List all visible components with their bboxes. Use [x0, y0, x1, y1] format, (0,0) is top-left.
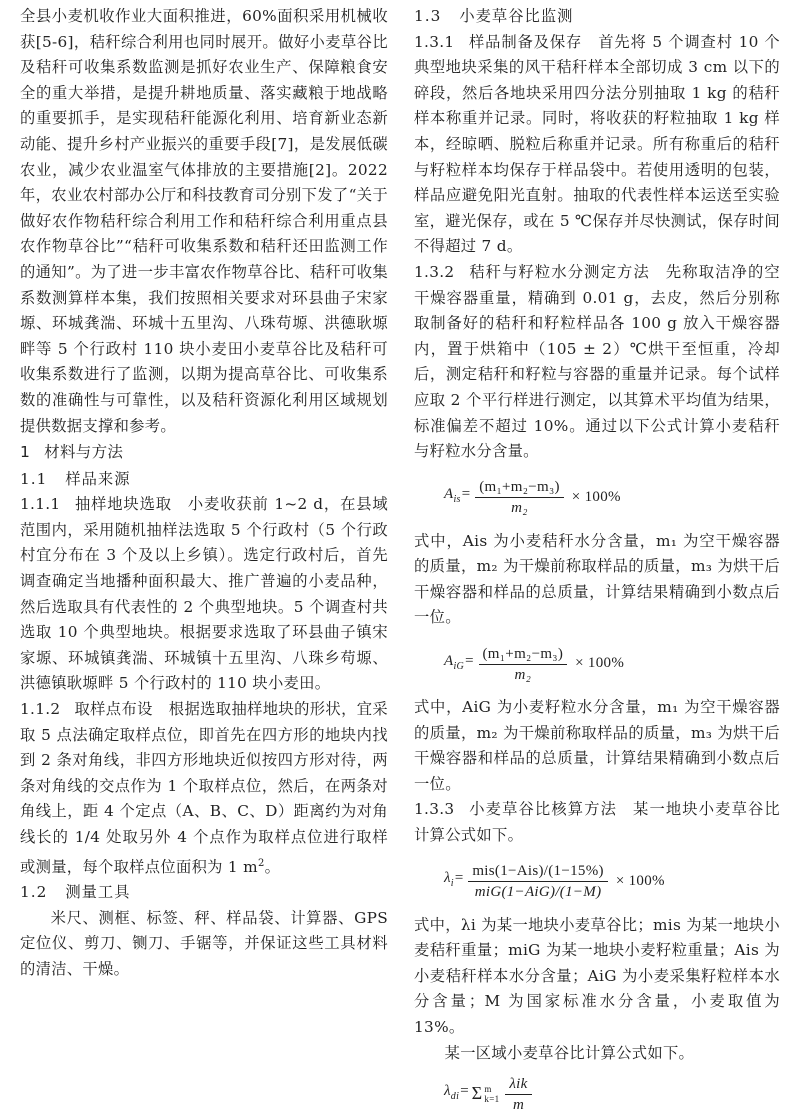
- formula-numerator: λik: [505, 1074, 531, 1095]
- formula-region-ratio: [444, 1070, 780, 1118]
- section-title: 材料与方法: [44, 443, 124, 462]
- subsection-1-3-2: [414, 260, 780, 465]
- formula-grain-moisture: [444, 635, 780, 693]
- formula-fraction: [468, 861, 607, 902]
- intro-paragraph: 全县小麦机收作业大面积推进，60%面积采用机械收获[5-6]，秸秆综合利用也同时展开。做好小麦草谷比及秸秆可收集系数监测是抓好农业生产、保障粮食安全的重大举措，是提升耕地质量、落实藏粮于地战略的重要抓手，是实现秸秆能源化利用、培育新业态新动能、提升乡村产业振兴的重要手段[7]，是发展低碳农业，减少农业温室气体排放的主要措施[2]。2022 年，农业农村部办公厅和科技教育司分别下发了“关于做好农作物秸秆综合利用工作和秸秆综合利用重点县农作物草谷比”“秸秆可收集系数和秸秆还田监测工作的通知”。为了进一步丰富农作物草谷比、秸秆可收集系数测算样本集，我们按照相关要求对环县曲子宋家塬、环城龚湍、环城十五里沟、八珠苟塬、洪德耿塬畔等 5 个行政村 110 块小麦田小麦草谷比及秸秆可收集系数进行了监测，以期为提高草谷比、可收集系数的准确性与可靠性，以及秸秆资源化利用区域规划提供数据支撑和参考。: [20, 7, 388, 435]
- subsection-number: 1.1.1: [20, 495, 61, 514]
- subsection-title: 样品制备及保存: [468, 32, 583, 51]
- section-number: 1.2: [20, 883, 48, 902]
- section-number: 1: [20, 443, 31, 462]
- superscript: 2: [257, 857, 265, 869]
- formula-straw-moisture: [444, 469, 780, 527]
- summation-lower: k=1: [484, 1094, 500, 1105]
- tools-paragraph: 米尺、测框、标签、秤、样品袋、计算器、GPS 定位仪、剪刀、铡刀、手锯等，并保证这些工具材料的清洁、干燥。: [20, 908, 388, 979]
- formula-multiplier: × 100%: [571, 488, 621, 505]
- formula-straw-grain-ratio: [444, 853, 780, 911]
- subsection-title: 抽样地块选取: [74, 495, 172, 514]
- subsection-1-3-3: [414, 797, 780, 848]
- formula-multiplier: × 100%: [615, 872, 665, 889]
- formula-lhs: $\lambda_i=$: [444, 870, 465, 890]
- region-formula-intro: 某一区域小麦草谷比计算公式如下。: [444, 1043, 695, 1062]
- formula-denominator: m: [512, 1096, 525, 1113]
- formula-numerator: (m₁+m₂−m₃): [475, 477, 564, 498]
- formula-lhs: $A_{is}=$: [444, 486, 472, 506]
- formula-multiplier: × 100%: [575, 655, 625, 672]
- subsection-number: 1.3.3: [414, 800, 455, 819]
- formula-fraction: [475, 477, 564, 518]
- formula-numerator: (m₁+m₂−m₃): [479, 644, 568, 665]
- section-heading-1-1: [20, 467, 388, 493]
- formula-denominator: miG(1−AiG)/(1−M): [474, 884, 602, 901]
- formula-fraction: [479, 644, 568, 685]
- subsection-1-1-1: [20, 492, 388, 697]
- summation-upper: m: [484, 1084, 492, 1095]
- subsection-1-3-1: [414, 30, 780, 260]
- section-title: 样品来源: [65, 469, 131, 488]
- formula-explanation-1: 式中，Ais 为小麦秸秆水分含量，m₁ 为空干燥容器的质量，m₂ 为干燥前称取样品的质量，m₃ 为烘干后干燥容器和样品的总质量，计算结果精确到小数点后一位。: [414, 531, 780, 627]
- sentence-end: 。: [264, 857, 281, 876]
- formula-lhs: $A_{iG}=$: [444, 652, 475, 672]
- section-number: 1.1: [20, 469, 48, 488]
- formula-fraction: [505, 1074, 531, 1115]
- section-title: 小麦草谷比监测: [459, 7, 574, 25]
- summation-sign: Σ: [471, 1083, 483, 1104]
- subsection-title: 取样点布设: [74, 700, 153, 719]
- section-heading-1-2: [20, 880, 388, 906]
- formula-denominator: m₂: [514, 666, 532, 683]
- subsection-text: 小麦收获前 1~2 d，在县域范围内，采用随机抽样法选取 5 个行政村（5 个行政村宜分布在 3 个及以上乡镇）。选定行政村后，首先调查确定当地播种面积最大、推广普遍的小麦品种，然后选取具有代表性的 2 个典型地块。5 个调查村共选取 10 个典型地块。根据要求选取了环县曲子镇宋家塬、环城镇龚湍、环城镇十五里沟、八珠乡苟塬、洪德镇耿塬畔 5 个行政村的 110 块小麦田。: [20, 495, 388, 693]
- subsection-1-1-2: [20, 697, 388, 880]
- subsection-text: 首先将 5 个调查村 10 个典型地块采集的风干秸秆样本全部切成 3 cm 以下的碎段，然后各地块采用四分法分别抽取 1 kg 的秸秆样本称重并记录。同时，将收获的籽粒抽取 1 kg 样本，经晾晒、脱粒后称重并记录。所有称重后的秸秆与籽粒样本均保存于样品袋中。若使用透明的包装，样品应避免阳光直射。抽取的代表性样本运送至实验室，避光保存，或在 5 ℃保存并尽快测试，保存时间不得超过 7 d。: [414, 32, 780, 256]
- subsection-text: 先称取洁净的空干燥容器重量，精确到 0.01 g，去皮，然后分别称取制备好的秸秆和籽粒样品各 100 g 放入干燥容器内，置于烘箱中（105 ± 2）℃烘干至恒重，冷却后，测定秸秆和籽粒与容器的重量并记录。每个试样应取 2 个平行样进行测定，以其算术平均值为结果，标准偏差不超过 10%。通过以下公式计算小麦秸秆与籽粒水分含量。: [414, 262, 780, 461]
- subsection-number: 1.3.2: [414, 262, 455, 281]
- subsection-number: 1.1.2: [20, 700, 61, 719]
- formula-numerator: mis(1−Ais)/(1−15%): [468, 861, 607, 882]
- formula-lhs: $\lambda_{di}=$: [444, 1082, 470, 1102]
- subsection-title: 秸秆与籽粒水分测定方法: [468, 262, 650, 281]
- subsection-title: 小麦草谷比核算方法: [468, 800, 618, 819]
- section-heading-1-3: [414, 4, 780, 30]
- left-column: [20, 4, 388, 983]
- subsection-text: 某一地块小麦草谷比计算公式如下。: [414, 800, 781, 845]
- formula-denominator: m₂: [511, 500, 528, 517]
- formula-explanation-3: 式中，λi 为某一地块小麦草谷比；mis 为某一地块小麦秸秆重量；miG 为某一地块小麦籽粒重量；Ais 为小麦秸秆样本水分含量；AiG 为小麦采集籽粒样本水分含量；M 为国家标准水分含量，小麦取值为 13%。: [414, 915, 780, 1036]
- subsection-text: 根据选取抽样地块的形状，宜采取 5 点法确定取样点位，即首先在四方形的地块内找到 2 条对角线，非四方形地块近似按四方形对待，两条对角线的交点作为 1 个取样点位，然后，在两条对角线上，距 4 个定点（A、B、C、D）距离约为对角线长的 1/4 处取另外 4 个点作为取样点位进行取样或测量，每个取样点位面积为 1 m: [20, 700, 388, 876]
- right-column: [414, 4, 780, 1120]
- formula-explanation-2: 式中，AiG 为小麦籽粒水分含量，m₁ 为空干燥容器的质量，m₂ 为干燥前称取样品的质量，m₃ 为烘干后干燥容器和样品的总质量，计算结果精确到小数点后一位。: [414, 698, 780, 793]
- subsection-number: 1.3.1: [414, 32, 455, 51]
- section-heading-1: [20, 440, 388, 466]
- section-title: 测量工具: [65, 883, 131, 902]
- section-number: 1.3: [414, 7, 442, 25]
- summation-limits: [484, 1084, 499, 1104]
